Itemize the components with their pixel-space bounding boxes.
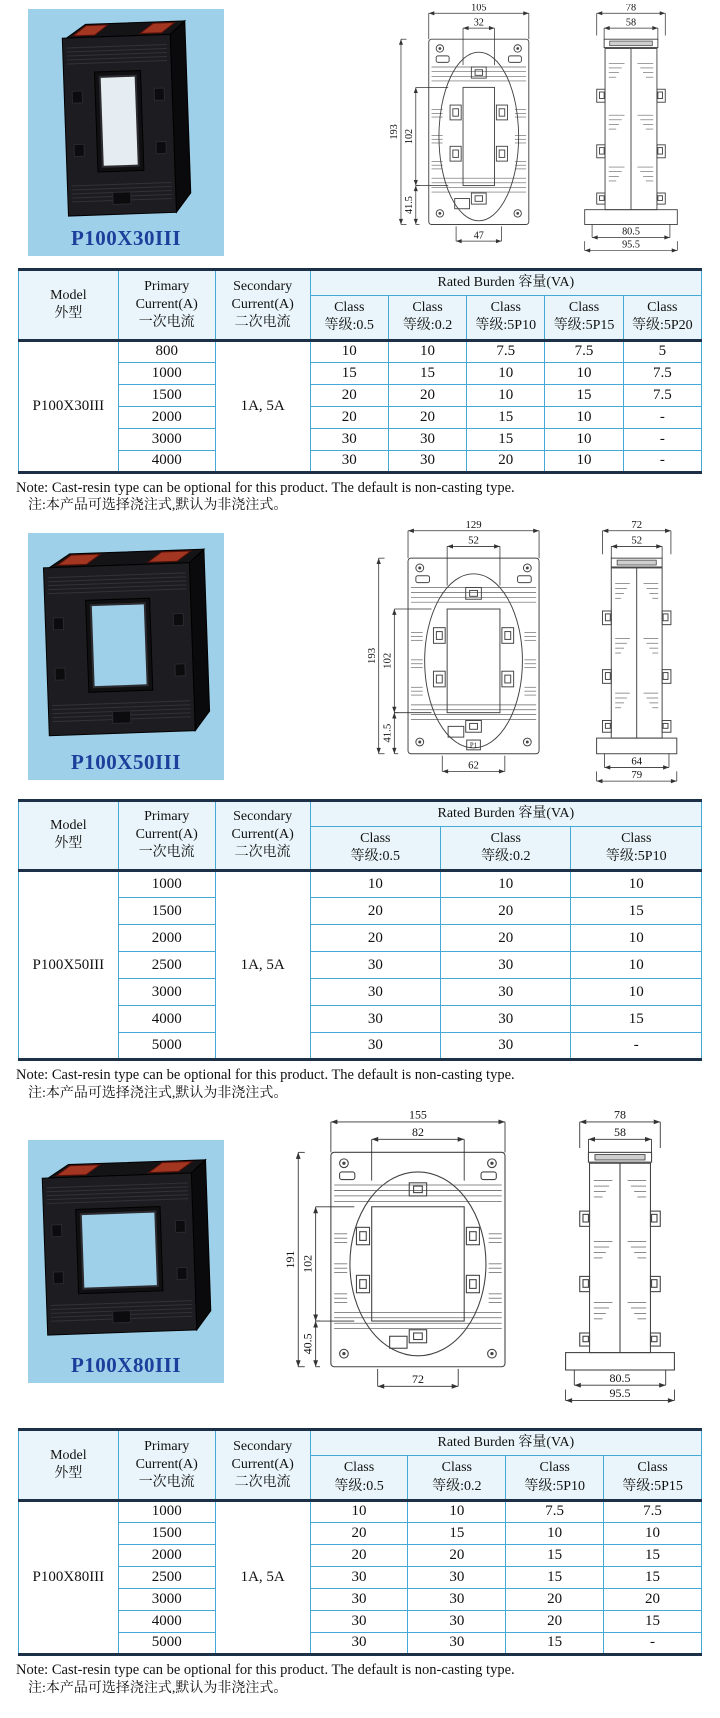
header-text: 一次电流 [138, 1475, 195, 1490]
table-row [19, 1610, 702, 1632]
side-view-svg [568, 4, 694, 256]
cell-burden-value: 30 [310, 979, 440, 1006]
table-row [19, 1500, 702, 1522]
dimension-label: 52 [630, 534, 642, 547]
note [16, 479, 720, 517]
table-row [19, 428, 702, 450]
column-header-class [408, 1456, 506, 1500]
column-header-secondary-current [215, 1430, 310, 1501]
dimension-label: 193 [365, 647, 378, 665]
header-text: Rated Burden 容量(VA) [437, 1435, 575, 1451]
column-header-class [604, 1456, 702, 1500]
dimension-label: 105 [471, 3, 487, 13]
header-text: Rated Burden 容量(VA) [437, 805, 575, 821]
column-header-rated-burden [310, 270, 701, 296]
header-text: Class [637, 1460, 668, 1476]
header-text: Current(A) [135, 1456, 198, 1472]
dimension-label: 80.5 [622, 226, 640, 238]
column-header-class [623, 296, 701, 340]
column-header-class [467, 296, 545, 340]
cell-primary-current: 800 [118, 340, 215, 362]
header-text: 二次电流 [234, 314, 291, 330]
dimension-label: 72 [630, 521, 642, 531]
cell-burden-value: 10 [388, 340, 466, 362]
dimension-label: 47 [473, 229, 485, 241]
cell-burden-value: 20 [467, 450, 545, 472]
cell-burden-value: 30 [408, 1632, 506, 1654]
column-header-primary-current [118, 1430, 215, 1501]
cell-burden-value: 15 [506, 1632, 604, 1654]
technical-drawings [388, 4, 694, 261]
cell-burden-value: 15 [408, 1522, 506, 1544]
note-chinese: 注:本产品可选择浇注式,默认为非浇注式。 [28, 1680, 288, 1696]
cell-burden-value: 7.5 [623, 362, 701, 384]
cell-primary-current: 1500 [118, 1522, 215, 1544]
cell-burden-value: 30 [310, 1588, 408, 1610]
header-text: Class [412, 300, 443, 316]
dimension-label: 78 [625, 3, 637, 13]
cell-burden-value: 30 [310, 428, 388, 450]
visual-row [0, 4, 720, 260]
cell-burden-value: 20 [408, 1544, 506, 1566]
table-row [19, 979, 702, 1006]
dimension-label: 72 [411, 1371, 424, 1386]
cell-burden-value: 30 [408, 1588, 506, 1610]
dimension-label: 32 [473, 16, 485, 28]
header-text: 等级:0.5 [324, 318, 374, 334]
product-photo-card [28, 533, 224, 780]
cell-burden-value: 10 [506, 1522, 604, 1544]
cell-primary-current: 2000 [118, 1544, 215, 1566]
cell-burden-value: 30 [408, 1566, 506, 1588]
cell-burden-value: 20 [310, 898, 440, 925]
transformer-photo-svg [28, 1140, 224, 1348]
cell-burden-value: - [571, 1033, 702, 1060]
product-photo [28, 1140, 224, 1348]
cell-burden-value: 15 [467, 406, 545, 428]
transformer-photo-svg [28, 533, 224, 745]
cell-burden-value: 7.5 [506, 1500, 604, 1522]
cell-burden-value: 20 [310, 1544, 408, 1566]
dimension-label: 58 [625, 16, 637, 28]
header-text: Current(A) [231, 827, 294, 843]
cell-burden-value: - [604, 1632, 702, 1654]
cell-model: P100X50III [19, 871, 119, 1060]
front-view-svg [283, 1111, 520, 1407]
cell-burden-value: - [623, 406, 701, 428]
terminal-mark-label: P1 [469, 742, 478, 750]
dimension-label: 80.5 [609, 1370, 631, 1385]
table-row [19, 1033, 702, 1060]
header-text: Current(A) [231, 296, 294, 312]
header-text: 等级:0.5 [350, 848, 401, 864]
dimension-label: 102 [300, 1254, 315, 1273]
dimension-label: 102 [404, 128, 416, 144]
cell-primary-current: 2000 [118, 406, 215, 428]
cell-primary-current: 4000 [118, 450, 215, 472]
product-photo-card [28, 9, 224, 256]
cell-burden-value: 10 [310, 340, 388, 362]
column-header-rated-burden [310, 1430, 701, 1456]
cell-burden-value: 15 [604, 1544, 702, 1566]
header-text: Class [490, 830, 521, 846]
table-row [19, 1006, 702, 1033]
header-text: Primary [144, 1438, 190, 1454]
header-text: Class [490, 300, 521, 316]
note [16, 1661, 720, 1699]
table-row [19, 1588, 702, 1610]
technical-drawings [365, 521, 694, 792]
cell-burden-value: 15 [604, 1566, 702, 1588]
note-chinese: 注:本产品可选择浇注式,默认为非浇注式。 [28, 1085, 288, 1101]
product-photo [28, 9, 224, 221]
dimension-label: 95.5 [609, 1385, 631, 1400]
cell-burden-value: 10 [310, 871, 440, 898]
cell-burden-value: 30 [310, 1632, 408, 1654]
dimension-label: 64 [630, 755, 642, 768]
column-header-secondary-current [215, 270, 310, 341]
header-text: Model [50, 818, 87, 834]
front-view-drawing [365, 521, 553, 792]
cell-burden-value: 15 [310, 362, 388, 384]
note-english: Note: Cast-resin type can be optional for this product. The default is non-casting type. [16, 479, 515, 496]
cell-burden-value: 20 [506, 1610, 604, 1632]
cell-burden-value: - [623, 428, 701, 450]
header-text: Current(A) [135, 296, 198, 312]
column-header-class [545, 296, 623, 340]
cell-burden-value: 10 [571, 871, 702, 898]
dimension-label: 79 [630, 769, 642, 782]
column-header-secondary-current [215, 800, 310, 871]
product-photo [28, 533, 224, 745]
cell-burden-value: 20 [310, 925, 440, 952]
column-header-class [506, 1456, 604, 1500]
table-row [19, 450, 702, 472]
header-text: 外型 [54, 836, 83, 852]
header-text: 等级:0.5 [334, 1478, 384, 1494]
cell-primary-current: 2000 [118, 925, 215, 952]
header-text: Current(A) [135, 827, 198, 843]
cell-burden-value: 7.5 [623, 384, 701, 406]
cell-primary-current: 3000 [118, 428, 215, 450]
cell-burden-value: 10 [310, 1500, 408, 1522]
dimension-label: 193 [389, 123, 401, 139]
table-row [19, 871, 702, 898]
header-text: 等级:0.2 [481, 848, 531, 864]
cell-burden-value: 15 [571, 898, 702, 925]
section-p100x80 [0, 1110, 720, 1699]
cell-burden-value: 15 [506, 1544, 604, 1566]
cell-burden-value: 30 [441, 952, 571, 979]
header-text: 等级:5P10 [475, 318, 537, 334]
table-row [19, 406, 702, 428]
cell-burden-value: 10 [545, 428, 623, 450]
side-view-drawing [568, 4, 694, 261]
product-model-label: P100X80III [70, 1352, 181, 1377]
header-text: Class [334, 300, 365, 316]
header-text: 一次电流 [138, 845, 195, 861]
dimension-label: 129 [465, 521, 482, 531]
cell-primary-current: 5000 [118, 1033, 215, 1060]
header-text: Class [343, 1460, 375, 1476]
note [16, 1066, 720, 1104]
header-text: Rated Burden 容量(VA) [437, 275, 575, 290]
cell-burden-value: 7.5 [467, 340, 545, 362]
column-header-model [19, 1430, 119, 1501]
front-view-drawing [388, 4, 542, 261]
column-header-class [441, 826, 571, 870]
dimension-label: 41.5 [404, 195, 416, 214]
spec-table [18, 268, 702, 474]
dimension-label: 155 [408, 1110, 427, 1122]
side-view-svg [546, 1111, 694, 1407]
spec-table-wrap [0, 1428, 720, 1656]
side-view-drawing [579, 521, 694, 792]
spec-table [18, 799, 702, 1062]
cell-burden-value: 20 [441, 898, 571, 925]
transformer-photo-svg [28, 9, 224, 221]
header-text: 一次电流 [138, 314, 195, 330]
header-text: Model [50, 1447, 87, 1463]
header-text: 等级:5P15 [553, 318, 615, 334]
cell-primary-current: 1500 [118, 384, 215, 406]
dimension-label: 82 [411, 1124, 424, 1139]
cell-burden-value: 30 [310, 1610, 408, 1632]
cell-primary-current: 1000 [118, 871, 215, 898]
table-row [19, 1522, 702, 1544]
product-model-label: P100X30III [70, 225, 181, 250]
header-text: 等级:5P15 [622, 1478, 683, 1494]
cell-secondary-current: 1A, 5A [215, 340, 310, 472]
cell-burden-value: 10 [441, 871, 571, 898]
cell-burden-value: 30 [310, 1033, 440, 1060]
cell-burden-value: 10 [571, 925, 702, 952]
table-row [19, 952, 702, 979]
cell-burden-value: 30 [388, 428, 466, 450]
cell-burden-value: 10 [545, 450, 623, 472]
dimension-label: 78 [614, 1110, 626, 1122]
header-text: Primary [144, 278, 190, 294]
header-text: Current(A) [231, 1456, 294, 1472]
header-text: 等级:0.2 [432, 1478, 482, 1494]
cell-burden-value: 20 [604, 1588, 702, 1610]
dimension-label: 102 [381, 652, 394, 669]
table-row [19, 1632, 702, 1654]
note-english: Note: Cast-resin type can be optional for this product. The default is non-casting type. [16, 1661, 515, 1678]
product-model-label: P100X50III [70, 750, 181, 775]
header-text: Primary [144, 809, 190, 825]
header-text: 等级:5P10 [605, 848, 667, 864]
dimension-label: 95.5 [622, 239, 640, 251]
cell-burden-value: 5 [623, 340, 701, 362]
header-text: Class [539, 1460, 570, 1476]
spec-table-wrap [0, 799, 720, 1062]
column-header-class [388, 296, 466, 340]
section-p100x30 [0, 4, 720, 517]
header-text: Class [441, 1460, 473, 1476]
cell-burden-value: 30 [310, 952, 440, 979]
column-header-class [310, 1456, 408, 1500]
cell-burden-value: 30 [310, 450, 388, 472]
cell-burden-value: 30 [388, 450, 466, 472]
cell-burden-value: 20 [388, 406, 466, 428]
cell-burden-value: 15 [506, 1566, 604, 1588]
cell-burden-value: 7.5 [604, 1500, 702, 1522]
header-text: 等级:0.2 [402, 318, 453, 334]
header-text: 外型 [54, 305, 83, 321]
table-row [19, 925, 702, 952]
table-row [19, 898, 702, 925]
cell-model: P100X80III [19, 1500, 119, 1654]
cell-burden-value: 10 [408, 1500, 506, 1522]
header-text: 二次电流 [234, 845, 291, 861]
side-view-drawing [546, 1111, 694, 1412]
cell-burden-value: 20 [310, 1522, 408, 1544]
cell-burden-value: 10 [545, 406, 623, 428]
cell-burden-value: 20 [441, 925, 571, 952]
cell-burden-value: 10 [604, 1522, 702, 1544]
header-text: 外型 [54, 1465, 83, 1481]
table-row [19, 384, 702, 406]
header-text: Model [50, 287, 87, 303]
cell-burden-value: 7.5 [545, 340, 623, 362]
note-english: Note: Cast-resin type can be optional for this product. The default is non-casting type. [16, 1067, 515, 1084]
cell-burden-value: 10 [571, 979, 702, 1006]
column-header-model [19, 270, 119, 341]
table-row [19, 1566, 702, 1588]
section-p100x50 [0, 523, 720, 1105]
cell-model: P100X30III [19, 340, 119, 472]
table-row [19, 340, 702, 362]
cell-primary-current: 1000 [118, 362, 215, 384]
cell-burden-value: 30 [310, 1006, 440, 1033]
front-view-svg [365, 521, 553, 787]
cell-burden-value: 15 [571, 1006, 702, 1033]
column-header-class [571, 826, 702, 870]
cell-secondary-current: 1A, 5A [215, 1500, 310, 1654]
header-text: 等级:5P20 [631, 318, 693, 334]
cell-burden-value: 20 [506, 1588, 604, 1610]
column-header-rated-burden [310, 800, 701, 826]
table-row [19, 362, 702, 384]
header-text: Secondary [233, 278, 293, 294]
cell-burden-value: 10 [571, 952, 702, 979]
cell-primary-current: 1500 [118, 898, 215, 925]
visual-row [0, 523, 720, 791]
cell-secondary-current: 1A, 5A [215, 871, 310, 1060]
cell-burden-value: 10 [467, 362, 545, 384]
header-text: Class [621, 830, 652, 846]
column-header-class [310, 296, 388, 340]
header-text: 等级:5P10 [524, 1478, 586, 1494]
front-view-svg [388, 4, 542, 256]
header-text: Class [568, 300, 600, 316]
column-header-primary-current [118, 800, 215, 871]
header-text: Secondary [233, 1438, 293, 1454]
cell-primary-current: 2500 [118, 1566, 215, 1588]
cell-burden-value: 20 [310, 384, 388, 406]
technical-drawings [283, 1111, 694, 1412]
spec-table [18, 1428, 702, 1656]
dimension-label: 191 [282, 1250, 297, 1269]
header-text: Class [647, 300, 678, 316]
column-header-model [19, 800, 119, 871]
cell-primary-current: 3000 [118, 1588, 215, 1610]
cell-burden-value: - [623, 450, 701, 472]
visual-row [0, 1110, 720, 1412]
header-text: 二次电流 [234, 1475, 291, 1490]
cell-burden-value: 15 [467, 428, 545, 450]
front-view-drawing [283, 1111, 520, 1412]
cell-burden-value: 30 [441, 1006, 571, 1033]
note-chinese: 注:本产品可选择浇注式,默认为非浇注式。 [28, 498, 288, 514]
cell-burden-value: 15 [545, 384, 623, 406]
dimension-label: 62 [468, 759, 479, 772]
header-text: Secondary [233, 809, 293, 825]
side-view-svg [579, 521, 694, 787]
cell-burden-value: 30 [441, 1033, 571, 1060]
column-header-class [310, 826, 440, 870]
cell-burden-value: 10 [545, 362, 623, 384]
dimension-label: 58 [614, 1124, 626, 1139]
spec-table-wrap [0, 268, 720, 474]
cell-primary-current: 4000 [118, 1006, 215, 1033]
dimension-label: 40.5 [300, 1333, 315, 1354]
cell-primary-current: 2500 [118, 952, 215, 979]
cell-primary-current: 3000 [118, 979, 215, 1006]
cell-primary-current: 1000 [118, 1500, 215, 1522]
header-text: Class [360, 830, 391, 846]
dimension-label: 52 [468, 534, 479, 547]
cell-burden-value: 30 [408, 1610, 506, 1632]
cell-burden-value: 30 [441, 979, 571, 1006]
table-row [19, 1544, 702, 1566]
cell-burden-value: 15 [388, 362, 466, 384]
column-header-primary-current [118, 270, 215, 341]
dimension-label: 41.5 [381, 723, 394, 743]
cell-primary-current: 5000 [118, 1632, 215, 1654]
product-photo-card [28, 1140, 224, 1383]
cell-burden-value: 20 [310, 406, 388, 428]
cell-burden-value: 30 [310, 1566, 408, 1588]
cell-burden-value: 20 [388, 384, 466, 406]
cell-burden-value: 10 [467, 384, 545, 406]
cell-burden-value: 15 [604, 1610, 702, 1632]
cell-primary-current: 4000 [118, 1610, 215, 1632]
